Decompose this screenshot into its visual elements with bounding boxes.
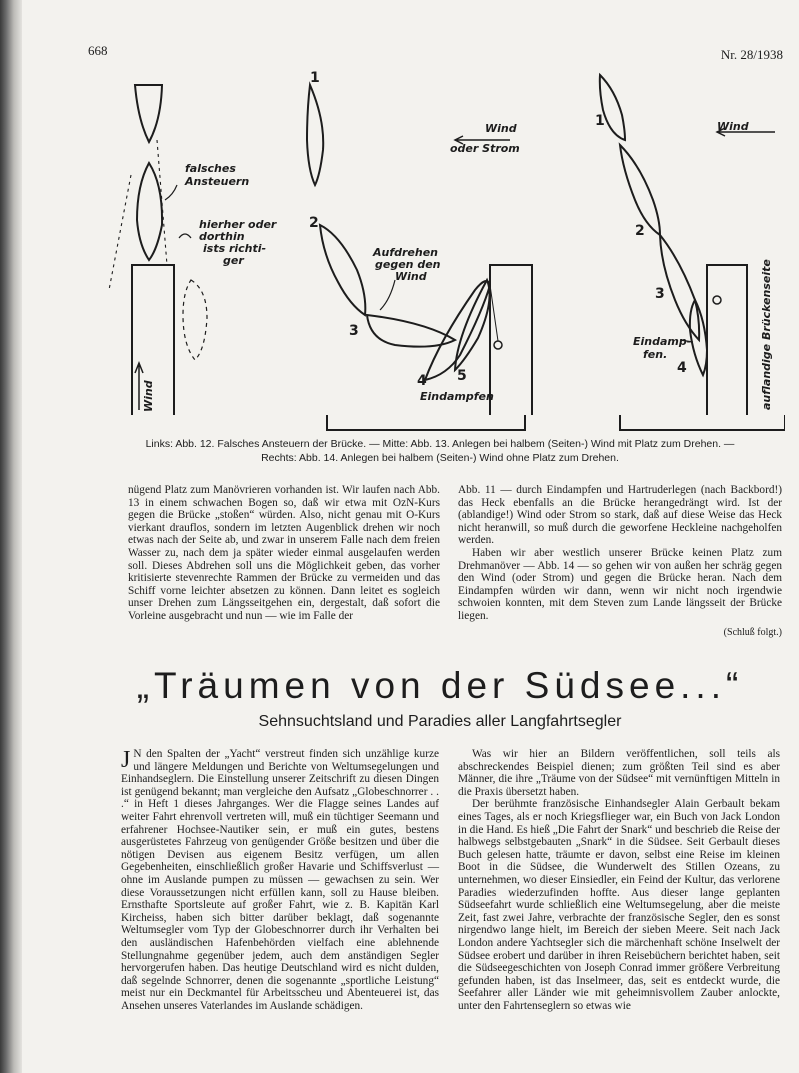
issue-number: Nr. 28/1938 — [720, 47, 783, 62]
label-ansteuern: Ansteuern — [185, 175, 250, 188]
hull-mid-left — [137, 163, 162, 260]
label-hierher-3: ists richti- — [203, 242, 267, 255]
article-title: „Träumen von der Südsee...“ — [136, 665, 744, 706]
pier-right — [707, 265, 747, 415]
arrow-aufdrehen — [380, 280, 395, 310]
upper-left-column — [128, 484, 440, 623]
label-eindampfen-mid: Eindampfen — [420, 390, 494, 403]
num-1-mid: 1 — [310, 70, 320, 86]
num-1-right: 1 — [595, 113, 605, 129]
label-eindampfen-r2: fen. — [643, 348, 668, 361]
bollard-mid — [494, 341, 502, 349]
article-right-column — [458, 748, 780, 1012]
label-wind-left: Wind — [142, 380, 155, 412]
article-left-text: N den Spalten der „Yacht“ verstreut finden sich unzählige kurze und längere Meldungen und Berichte von Weltumsegelungen und Einhandseglern. Die Einstellung unserer Zeitschrift zu diesen Dingen ist genügend bekannt; man vergleiche den Aufsatz „Globeschnorrer . . .“ in Heft 1 dieses Jahrganges. Wer die Flagge seines Landes auf weiter Fahrt ehrenvoll vertreten will, muß ein tüchtiger Seemann und erfahrener Hochsee-Nautiker sein, er muß ein gutes, bestens ausgerüstetes Fahrzeug von genügender Größe besitzen und über die nötigen Devisen aus eigenem Besitz verfügen, um allen Gegebenheiten, einschließlich großer Havarie und Schiffsverlust — ohne im Auslande pumpen zu müssen — gewachsen zu sein. Wer diese Voraussetzungen nicht erfüllen kann, soll zu Hause bleiben. Ernsthafte Sportsleute auf großer Fahrt, wie z. B. Kapitän Karl Kircheiss, haben sich bitter darüber beklagt, daß sogenannte Weltumsegler vom Typ der Globeschnorrer durch ihr Verhalten bei den ausländischen Hafenbehörden vielfach eine ablehnende Stellungnahme gegenüber jedem, auch dem anständigen Segler hervorgerufen haben. Das heutige Deutschland wird es nicht dulden, daß segelnde Schnorrer, denen die sogenannte „sportliche Leistung“ meist nur ein Deckmantel für Arbeitsscheu und Abenteuerei ist, das Ansehen unseres Vaterlandes im Auslande schädigen. — [121, 748, 439, 1012]
hull-2-mid — [320, 225, 365, 315]
bank-mid — [327, 415, 525, 430]
article-right-p2: Der berühmte französische Einhandsegler Alain Gerbault bekam eines Tages, als er noch Kriegsflieger war, ein Buch von Jack London in die Hand. Es hieß „Die Fahrt der Snark“ und beschrieb die Reise der halbwegs selbstgebauten „Snark“ in die Südsee. Seit Gerbault dieses Buch gelesen hatte, träumte er davon, selbst eine Reise im kleinen Boot in die Südsee, die Wunderwelt des Stillen Ozeans, zu unternehmen, wo dieser Einsiedler, ein Feind der Kultur, das verlorene Paradies wiederzufinden hoffte. Aus dieser lange geplanten Südseefahrt wurde schließlich eine Weltumsegelung, aber die meiste Zeit, fast zwei Jahre, verbrachte der französische Segler, den es sonst nirgendwo lange hielt, im Bereich der sieben Meere. Seit nach Jack London andere Yachtsegler sich die märchenhaft schöne Inselwelt der Südsee erobert und darüber in ihren Reisebüchern berichtet haben, seit die Südseegeschichten von Joseph Conrad immer größere Verbreitung gefunden haben, ist das Inselmeer, das, seit es entdeckt wurde, die Seefahrer aller Länder wie mit geheimnisvollem Zauber anlockte, unter den Fahrtenseglern so etwas wie — [458, 798, 780, 1012]
article-left-column — [121, 748, 439, 1012]
continued-note: (Schluß folgt.) — [723, 626, 782, 638]
hull-1-mid — [307, 85, 323, 185]
num-5-mid: 5 — [457, 368, 467, 384]
num-4-right: 4 — [677, 360, 687, 376]
upper-right-p1: Abb. 11 — durch Eindampfen und Hartruderlegen (nach Backbord!) das Heck ebenfalls an die Brücke herangedrängt wird. Ist der (ablandige!) Wind oder Strom so stark, daß auf diese Weise das Heck nicht heranwill, so muß durch die geworfene Heckleine nachgeholfen werden. — [458, 484, 782, 547]
docking-diagrams-figure — [95, 60, 785, 435]
num-3-mid: 3 — [349, 323, 359, 339]
figure-caption — [90, 437, 790, 465]
label-wind-right: Wind — [717, 120, 749, 133]
hull-1-right — [600, 75, 625, 140]
label-hierher-2: dorthin — [199, 230, 245, 243]
num-3-right: 3 — [655, 286, 665, 302]
label-hierher-4: ger — [223, 254, 244, 267]
upper-left-text: nügend Platz zum Manövrieren vorhanden ist. Wir laufen nach Abb. 13 in einem schwachen Bogen so, daß wir etwa mit OzN-Kurs gegen die Brücke „stoßen“ würden. Also, nicht genau mit O-Kurs vierkant drauflos, sondern im letzten Augenblick drehen wir noch etwas nach der Seite ab, und zwar in unserem Falle nach dem freien Wasser zu, nach dem ja später wieder einmal ausgelaufen werden soll. Dieses Abdrehen soll uns die Möglichkeit geben, das vorher kritisierte stevenrechte Rammen der Brücke zu vermeiden und das Schiff vorne leichter absetzen zu können. Dann leitet es sogleich unser Drehen zum Längsseitgehen ein, dergestalt, daß sofort die Vorleine ausgebracht und nun — wie im Falle der — [128, 484, 440, 622]
num-2-mid: 2 — [309, 215, 319, 231]
label-aufdrehen-3: Wind — [395, 270, 427, 283]
upper-right-column — [458, 484, 782, 639]
label-falsches: falsches — [185, 162, 236, 175]
page-number: 668 — [88, 43, 108, 58]
article-subtitle: Sehnsuchtsland und Paradies aller Langfahrtsegler — [258, 713, 622, 730]
book-gutter — [0, 0, 22, 1073]
label-aufdrehen-1: Aufdrehen — [373, 246, 439, 259]
drop-cap: J — [121, 747, 131, 773]
caption-line-2: Rechts: Abb. 14. Anlegen bei halbem (Seiten-) Wind ohne Platz zum Drehen. — [261, 452, 619, 464]
bank-right — [620, 415, 785, 430]
num-2-right: 2 — [635, 223, 645, 239]
arrow-hierher — [179, 234, 191, 238]
approach-line-left-2 — [109, 175, 131, 290]
label-brueckenseite: auflandige Brückenseite — [760, 259, 773, 410]
label-aufdrehen-2: gegen den — [375, 258, 441, 271]
hull-top-left — [135, 85, 162, 142]
label-wind-mid: Wind — [485, 122, 517, 135]
pier-mid — [490, 265, 532, 415]
label-hierher-1: hierher oder — [199, 218, 277, 231]
hull-3-right — [660, 235, 699, 340]
hull-2-right — [620, 145, 660, 235]
num-4-mid: 4 — [417, 373, 427, 389]
label-eindampfen-r1: Eindamp- — [633, 335, 692, 348]
caption-line-1: Links: Abb. 12. Falsches Ansteuern der Brücke. — Mitte: Abb. 13. Anlegen bei halbem (Seiten-) Wind mit Platz zum Drehen. — — [145, 438, 735, 450]
upper-right-p2: Haben wir aber westlich unserer Brücke keinen Platz zum Drehmanöver — Abb. 14 — so gehen wir von außen her schräg gegen den Wind (oder Strom) und gegen die Brücke heran. Nach dem Eindampfen würden wir dann, wenn wir nicht noch irgendwie schwoien konnten, mit dem Steven zum Lande längsseit der Brücke liegen. — [458, 546, 782, 622]
bollard-right — [713, 296, 721, 304]
hull-dashed-left — [183, 280, 207, 360]
article-right-p1: Was wir hier an Bildern veröffentlichen, soll teils als abschreckendes Beispiel dienen; zum größten Teil sind es aber Männer, die ihre „Träume von der Südsee“ mit vernünftigen Mitteln in die Praxis übersetzt haben. — [458, 748, 780, 798]
label-wind-strom: oder Strom — [450, 142, 520, 155]
line-mid — [490, 285, 498, 341]
arrow-falsch — [165, 185, 177, 200]
